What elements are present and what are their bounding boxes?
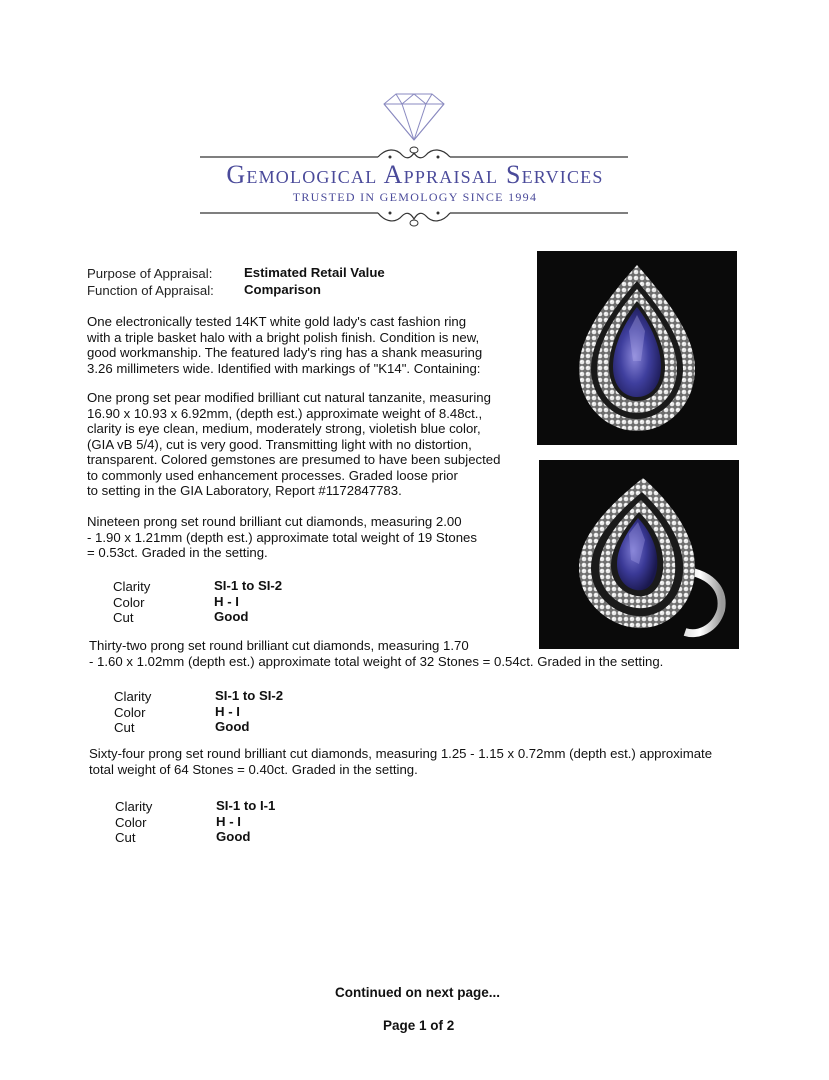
grade-label: Color	[115, 814, 147, 830]
center-stone-line: (GIA vB 5/4), cut is very good. Transmitting light with no distortion,	[87, 436, 472, 452]
description-line: with a triple basket halo with a bright polish finish. Condition is new,	[87, 329, 480, 345]
diamond-logo-icon	[372, 92, 456, 142]
center-stone-line: clarity is eye clean, medium, moderately strong, violetish blue color,	[87, 421, 481, 436]
grade-label: Clarity	[113, 579, 151, 594]
diamond-line: Nineteen prong set round brilliant cut diamonds, measuring 2.00	[87, 514, 462, 529]
diamond-group-2-grades	[114, 688, 284, 735]
page-number: Page 1 of 2	[383, 1018, 455, 1033]
center-stone-line: 16.90 x 10.93 x 6.92mm, (depth est.) approximate weight of 8.48ct.,	[87, 405, 483, 421]
description-line: 3.26 millimeters wide. Identified with markings of "K14". Containing:	[87, 360, 481, 376]
center-stone-line: to setting in the GIA Laboratory, Report #1172847783.	[87, 483, 402, 498]
grade-label: Clarity	[115, 799, 153, 814]
grade-value: H - I	[216, 813, 241, 829]
description-line: good workmanship. The featured lady's ring has a shank measuring	[87, 345, 483, 360]
purpose-label: Purpose of Appraisal:	[87, 266, 213, 281]
diamond-group-1-description	[87, 514, 477, 561]
grade-label: Clarity	[114, 689, 152, 704]
continued-note: Continued on next page...	[335, 985, 500, 1000]
diamond-line: = 0.53ct. Graded in the setting.	[87, 545, 268, 560]
company-tagline: TRUSTED IN GEMOLOGY SINCE 1994	[292, 190, 538, 204]
grade-value: SI-1 to SI-2	[214, 578, 283, 593]
grade-value: H - I	[215, 703, 240, 719]
grade-value: H - I	[214, 593, 239, 609]
diamond-group-1-grades	[113, 578, 283, 625]
ring-photo-top-view	[537, 251, 737, 445]
diamond-group-3-grades	[115, 798, 276, 845]
grade-label: Color	[113, 594, 145, 610]
company-name: Gemological Appraisal Services	[226, 160, 604, 189]
grade-value: Good	[214, 609, 249, 624]
function-label: Function of Appraisal:	[87, 283, 214, 298]
center-stone-description	[87, 390, 500, 499]
description-line: One electronically tested 14KT white gold lady's cast fashion ring	[87, 314, 467, 329]
grade-label: Cut	[113, 610, 134, 625]
diamond-line: - 1.90 x 1.21mm (depth est.) approximate total weight of 19 Stones	[87, 529, 477, 545]
diamond-line: Thirty-two prong set round brilliant cut diamonds, measuring 1.70	[89, 638, 469, 653]
grade-label: Color	[114, 704, 146, 720]
purpose-value: Estimated Retail Value	[244, 265, 385, 280]
center-stone-line: One prong set pear modified brilliant cut natural tanzanite, measuring	[87, 390, 491, 405]
grade-value: SI-1 to I-1	[216, 798, 276, 813]
center-stone-line: transparent. Colored gemstones are presumed to have been subjected	[87, 452, 501, 467]
grade-value: Good	[216, 829, 251, 844]
grade-label: Cut	[115, 830, 136, 845]
diamond-group-3-description	[89, 746, 712, 777]
ring-photo-angled-view	[539, 460, 739, 649]
diamond-line: total weight of 64 Stones = 0.40ct. Graded in the setting.	[89, 761, 418, 777]
grade-label: Cut	[114, 720, 135, 735]
grade-value: Good	[215, 719, 250, 734]
diamond-line: Sixty-four prong set round brilliant cut diamonds, measuring 1.25 - 1.15 x 0.72mm (depth est.) approximate	[89, 746, 713, 761]
diamond-line: - 1.60 x 1.02mm (depth est.) approximate total weight of 32 Stones = 0.54ct. Graded in the setting.	[89, 653, 664, 669]
center-stone-line: to commonly used enhancement processes. Graded loose prior	[87, 467, 458, 483]
function-value: Comparison	[244, 282, 321, 297]
ornamental-divider-bottom	[200, 203, 628, 229]
grade-value: SI-1 to SI-2	[215, 688, 284, 703]
ring-description	[87, 314, 482, 376]
